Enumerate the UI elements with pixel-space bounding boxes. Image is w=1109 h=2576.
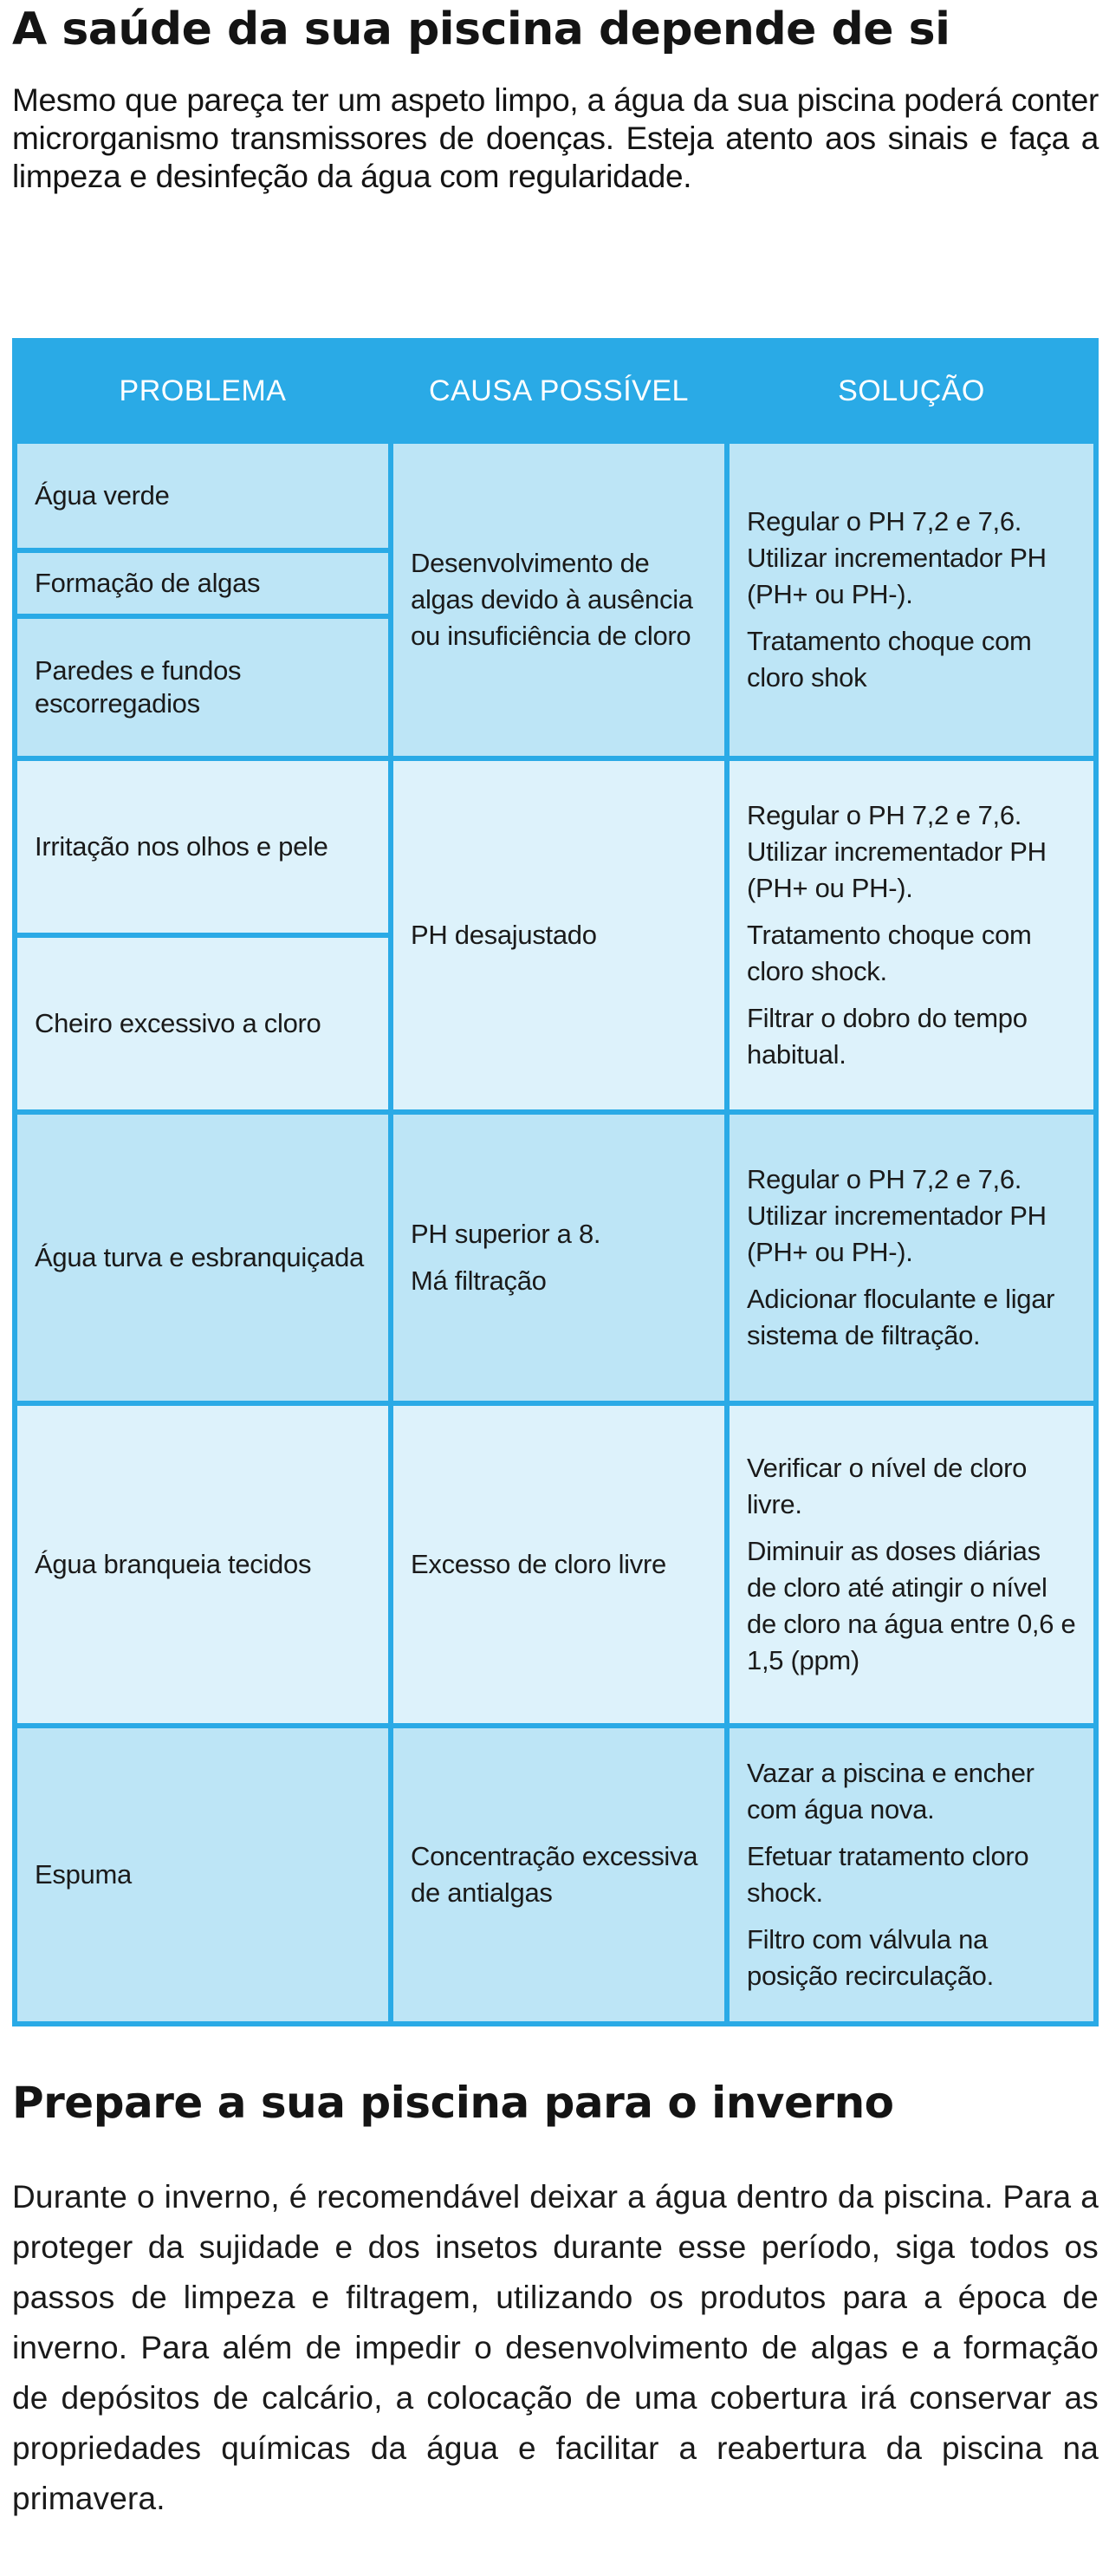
row-1-cause (393, 444, 724, 756)
cause-text: Má filtração (411, 1265, 547, 1296)
row-2-problems (17, 761, 388, 1109)
intro-paragraph: Mesmo que pareça ter um aspeto limpo, a água da sua piscina poderá conter microrganismo transmissores de doenças. Esteja atento aos sinais e faça a limpeza e desinfeção da água com regularidade. (12, 82, 1099, 194)
row-2-cause (393, 761, 724, 1109)
row-5-problem (17, 1728, 388, 2021)
problem-item: Cheiro excessivo a cloro (17, 938, 388, 1109)
page (12, 0, 1099, 2516)
row-1-solution (730, 444, 1093, 756)
solution-text: Regular o PH 7,2 e 7,6. Utilizar incrementador PH (PH+ ou PH-). (747, 1164, 1047, 1267)
problem-item: Água branqueia tecidos (35, 1549, 312, 1579)
cause-text: PH superior a 8. (411, 1219, 601, 1249)
solution-text: Efetuar tratamento cloro shock. (747, 1841, 1029, 1908)
header-solution: SOLUÇÃO (730, 343, 1093, 439)
solution-text: Diminuir as doses diárias de cloro até atingir o nível de cloro na água entre 0,6 e 1,5 (ppm) (747, 1536, 1076, 1675)
solution-text: Filtrar o dobro do tempo habitual. (747, 1003, 1028, 1070)
solution-text: Regular o PH 7,2 e 7,6. Utilizar incrementador PH (PH+ ou PH-). (747, 800, 1047, 903)
cause-text: Excesso de cloro livre (411, 1549, 666, 1579)
header-problem: PROBLEMA (17, 343, 388, 439)
problems-table (12, 338, 1099, 2026)
problem-item: Formação de algas (17, 553, 388, 614)
solution-text: Regular o PH 7,2 e 7,6. Utilizar incrementador PH (PH+ ou PH-). (747, 506, 1047, 609)
row-4-solution (730, 1406, 1093, 1723)
problem-item: Água turva e esbranquiçada (35, 1242, 364, 1272)
solution-text: Filtro com válvula na posição recirculação. (747, 1924, 994, 1991)
row-5-solution (730, 1728, 1093, 2021)
page-title: A saúde da sua piscina depende de si (12, 3, 950, 55)
row-4-problem (17, 1406, 388, 1723)
problem-item: Paredes e fundos escorregadios (17, 619, 388, 756)
row-5-cause (393, 1728, 724, 2021)
cause-text: Desenvolvimento de algas devido à ausência ou insuficiência de cloro (411, 548, 693, 651)
row-4-cause (393, 1406, 724, 1723)
problem-item: Irritação nos olhos e pele (17, 761, 388, 933)
row-3-cause (393, 1115, 724, 1401)
solution-text: Verificar o nível de cloro livre. (747, 1453, 1028, 1519)
cause-text: Concentração excessiva de antialgas (411, 1841, 698, 1908)
row-2-solution (730, 761, 1093, 1109)
winter-paragraph: Durante o inverno, é recomendável deixar a água dentro da piscina. Para a proteger da sujidade e dos insetos durante esse período, siga todos os passos de limpeza e filtragem, utilizando os produtos para a época de inverno. Para além de impedir o desenvolvimento de algas e a formação de depósitos de calcário, a colocação de uma cobertura irá conservar as propriedades químicas da água e facilitar a reabertura da piscina na primavera. (12, 2179, 1099, 2516)
row-1-problems (17, 444, 388, 756)
cause-text: PH desajustado (411, 920, 597, 950)
solution-text: Adicionar floculante e ligar sistema de filtração. (747, 1284, 1055, 1350)
solution-text: Tratamento choque com cloro shok (747, 626, 1032, 693)
winter-heading: Prepare a sua piscina para o inverno (12, 2078, 894, 2128)
solution-text: Vazar a piscina e encher com água nova. (747, 1758, 1034, 1825)
header-cause: CAUSA POSSÍVEL (393, 343, 724, 439)
problem-item: Espuma (35, 1859, 132, 1890)
row-3-solution (730, 1115, 1093, 1401)
solution-text: Tratamento choque com cloro shock. (747, 920, 1032, 986)
row-3-problem (17, 1115, 388, 1401)
problem-item: Água verde (17, 444, 388, 548)
